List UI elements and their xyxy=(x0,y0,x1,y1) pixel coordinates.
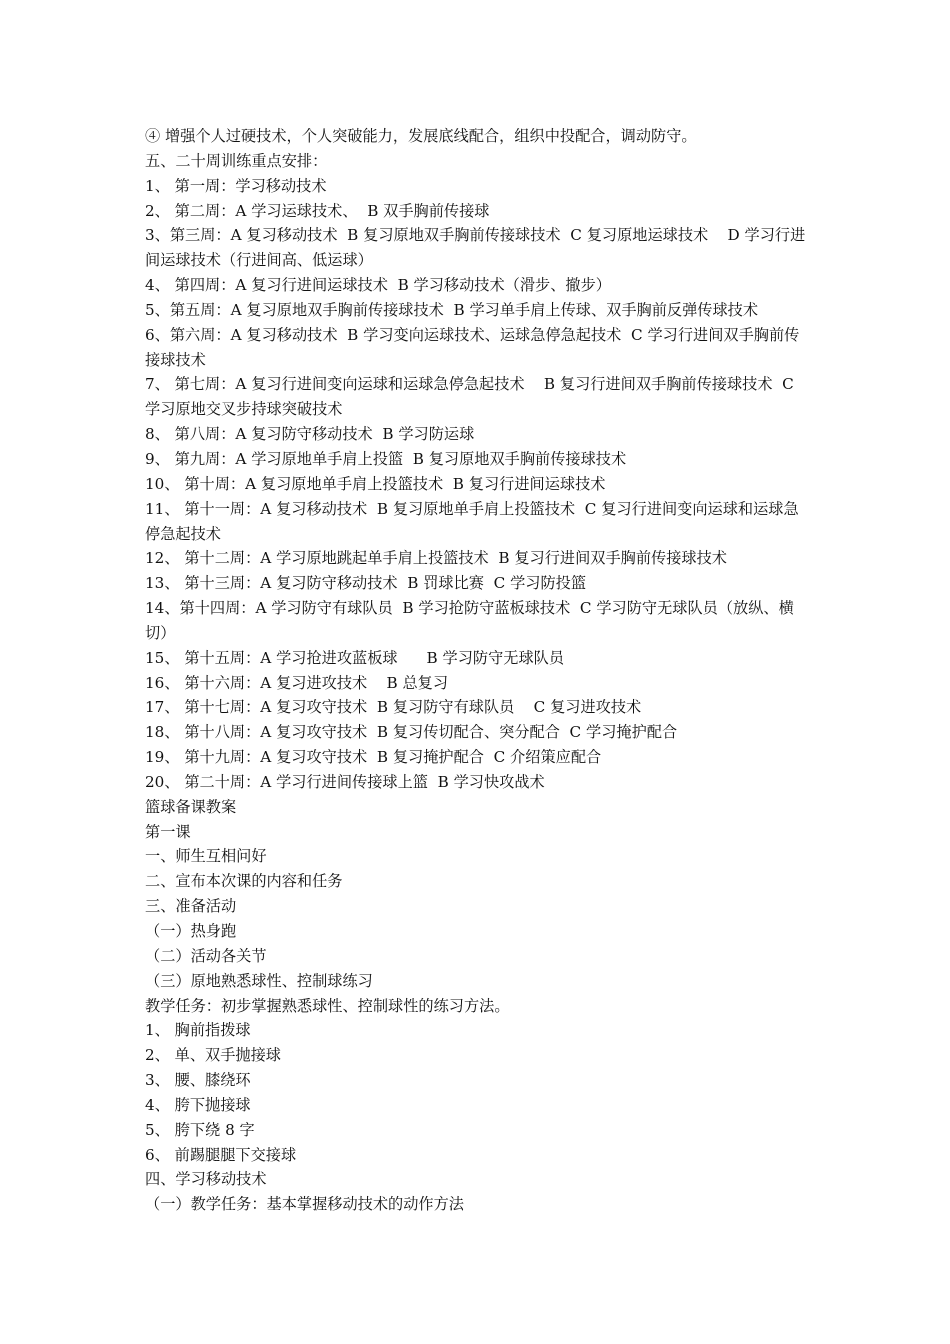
week-item: 6、第六周：A 复习移动技术 B 学习变向运球技术、运球急停急起技术 C 学习行进间双手胸前传接球技术 xyxy=(145,325,800,369)
week-item: 15、 第十五周：A 学习抢进攻蓝板球 B 学习防守无球队员 xyxy=(145,648,565,667)
week-item: 3、第三周：A 复习移动技术 B 复习原地双手胸前传接球技术 C 复习原地运球技术 D 学习行进间运球技术（行进间高、低运球） xyxy=(145,226,806,270)
teaching-task: 教学任务：初步掌握熟悉球性、控制球性的练习方法。 xyxy=(145,996,510,1015)
text-line: ④ 增强个人过硬技术，个人突破能力，发展底线配合，组织中投配合，调动防守。 xyxy=(145,127,697,145)
exercise-item: 3、 腰、膝绕环 xyxy=(145,1071,251,1090)
exercise-item: 5、 胯下绕 8 字 xyxy=(145,1120,255,1139)
lesson-title: 第一课 xyxy=(145,822,191,841)
week-item: 8、 第八周：A 复习防守移动技术 B 学习防运球 xyxy=(145,425,475,444)
week-item: 7、 第七周：A 复习行进间变向运球和运球急停急起技术 B 复习行进间双手胸前传接球技术 C 学习原地交叉步持球突破技术 xyxy=(145,375,799,419)
week-item: 12、 第十二周：A 学习原地跳起单手肩上投篮技术 B 复习行进间双手胸前传接球技术 xyxy=(145,549,727,568)
exercise-item: 2、 单、双手抛接球 xyxy=(145,1046,281,1065)
week-item: 14、第十四周：A 学习防守有球队员 B 学习抢防守蓝板球技术 C 学习防守无球队员（放纵、横切） xyxy=(145,599,794,642)
document-page xyxy=(145,124,813,1217)
lesson-step: 三、准备活动 xyxy=(145,897,237,916)
week-item: 18、 第十八周：A 复习攻守技术 B 复习传切配合、突分配合 C 学习掩护配合 xyxy=(145,723,678,742)
lesson-substep: （一）热身跑 xyxy=(145,922,237,940)
week-item: 20、 第二十周：A 学习行进间传接球上篮 B 学习快攻战术 xyxy=(145,772,545,791)
exercise-item: 6、 前踢腿腿下交接球 xyxy=(145,1145,297,1164)
week-item: 1、 第一周：学习移动技术 xyxy=(145,176,327,195)
week-item: 17、 第十七周：A 复习攻守技术 B 复习防守有球队员 C 复习进攻技术 xyxy=(145,698,642,717)
section-heading: 五、二十周训练重点安排： xyxy=(145,151,328,170)
lesson-substep: （一）教学任务：基本掌握移动技术的动作方法 xyxy=(145,1195,464,1214)
lesson-substep: （二）活动各关节 xyxy=(145,946,267,965)
week-item: 4、 第四周：A 复习行进间运球技术 B 学习移动技术（滑步、撤步） xyxy=(145,276,611,295)
week-item: 9、 第九周：A 学习原地单手肩上投篮 B 复习原地双手胸前传接球技术 xyxy=(145,449,627,468)
week-item: 5、第五周：A 复习原地双手胸前传接球技术 B 学习单手肩上传球、双手胸前反弹传球技术 xyxy=(145,300,759,319)
week-item: 2、 第二周：A 学习运球技术、 B 双手胸前传接球 xyxy=(145,201,490,220)
exercise-item: 4、 胯下抛接球 xyxy=(145,1095,251,1114)
week-item: 13、 第十三周：A 复习防守移动技术 B 罚球比赛 C 学习防投篮 xyxy=(145,574,587,593)
lesson-step: 四、学习移动技术 xyxy=(145,1170,267,1189)
lesson-substep: （三）原地熟悉球性、控制球练习 xyxy=(145,971,373,990)
week-item: 16、 第十六周：A 复习进攻技术 B 总复习 xyxy=(145,673,449,692)
week-item: 11、 第十一周：A 复习移动技术 B 复习原地单手肩上投篮技术 C 复习行进间变向运球和运球急停急起技术 xyxy=(145,499,799,543)
lesson-plan-title: 篮球备课教案 xyxy=(145,797,237,816)
week-item: 19、 第十九周：A 复习攻守技术 B 复习掩护配合 C 介绍策应配合 xyxy=(145,748,602,767)
lesson-step: 一、师生互相问好 xyxy=(145,847,267,866)
week-item: 10、 第十周：A 复习原地单手肩上投篮技术 B 复习行进间运球技术 xyxy=(145,474,606,493)
exercise-item: 1、 胸前指拨球 xyxy=(145,1021,251,1040)
lesson-step: 二、宣布本次课的内容和任务 xyxy=(145,872,343,891)
